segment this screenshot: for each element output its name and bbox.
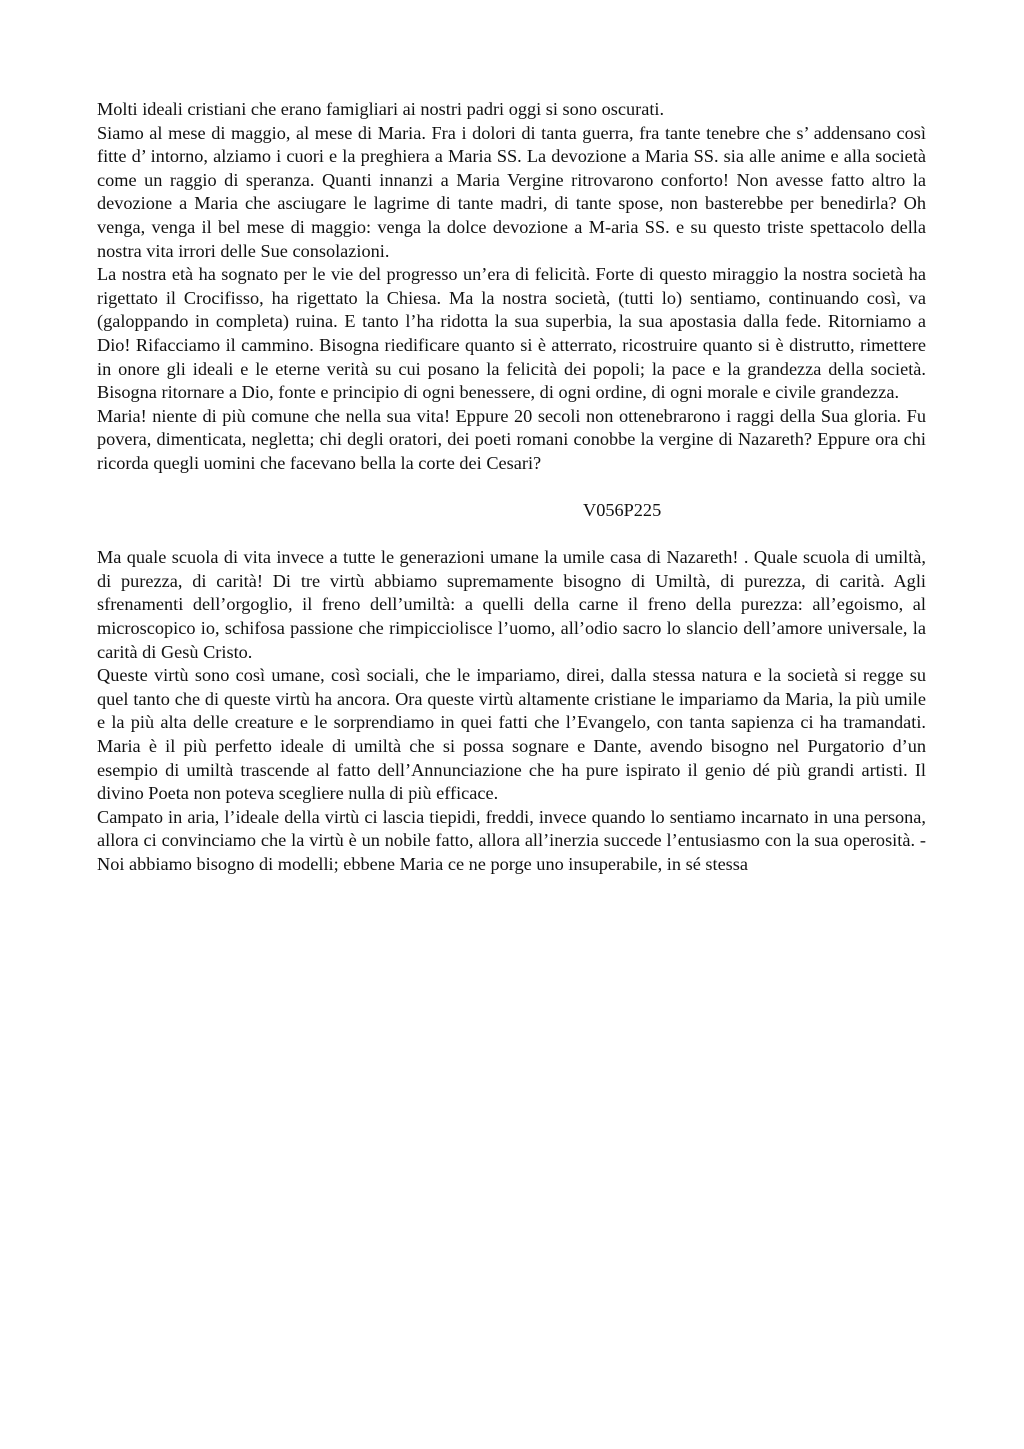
document-page [97, 98, 926, 877]
paragraph: La nostra età ha sognato per le vie del progresso un’era di felicità. Forte di questo miraggio la nostra società ha rigettato il Crocifisso, ha rigettato la Chiesa. Ma la nostra società, (tutti lo) sentiamo, continuando così, va (galoppando in completa) ruina. E tanto l’ha ridotta la sua superbia, la sua apostasia dalla fede. Ritorniamo a Dio! Rifacciamo il cammino. Bisogna riedificare quanto si è atterrato, ricostruire quanto si è distrutto, rimettere in onore gli ideali e le eterne verità su cui posano la felicità dei popoli; la pace e la grandezza della società. Bisogna ritornare a Dio, fonte e principio di ogni benessere, di ogni ordine, di ogni morale e civile grandezza. [97, 264, 926, 403]
paragraph: Molti ideali cristiani che erano famigliari ai nostri padri oggi si sono oscurati. [97, 99, 665, 119]
page-marker: V056P225 [583, 500, 662, 521]
paragraph: Campato in aria, l’ideale della virtù ci lascia tiepidi, freddi, invece quando lo sentiamo incarnato in una persona, allora ci convinciamo che la virtù è un nobile fatto, allora all’inerzia succede l’entusiasmo con la sua operosità. - Noi abbiamo bisogno di modelli; ebbene Maria ce ne porge uno insuperabile, in sé stessa [97, 806, 926, 874]
paragraph: Queste virtù sono così umane, così sociali, che le impariamo, direi, dalla stessa natura e la società si regge su quel tanto che di queste virtù ha ancora. Ora queste virtù altamente cristiane le impariamo da Maria, la più umile e la più alta delle creature e le sorprendiamo in quei fatti che l’Evangelo, con tanta sapienza ci ha tramandati. Maria è il più perfetto ideale di umiltà che si possa sognare e Dante, avendo bisogno nel Purgatorio d’un esempio di umiltà trascende al fatto dell’Annunciazione che ha pure ispirato il genio dé più grandi artisti. Il divino Poeta non poteva scegliere nulla di più efficace. [97, 665, 926, 804]
paragraph: Siamo al mese di maggio, al mese di Maria. Fra i dolori di tanta guerra, fra tante tenebre che s’ addensano così fitte d’ intorno, alziamo i cuori e la preghiera a Maria SS. La devozione a Maria SS. sia alle anime e alla società come un raggio di speranza. Quanti innanzi a Maria Vergine ritrovarono conforto! Non avesse fatto altro la devozione a Maria che asciugare le lagrime di tante madri, di tante spose, non basterebbe per benedirla? Oh venga, venga il bel mese di maggio: venga la dolce devozione a M-aria SS. e su questo triste spettacolo della nostra vita irrori delle Sue consolazioni. [97, 122, 926, 261]
paragraph: Ma quale scuola di vita invece a tutte le generazioni umane la umile casa di Nazareth! . Quale scuola di umiltà, di purezza, di carità! Di tre virtù abbiamo supremamente bisogno di Umiltà, di purezza, di carità. Agli sfrenamenti dell’orgoglio, il freno dell’umiltà: a quelli della carne il freno della purezza: all’egoismo, al microscopico io, schifosa passione che rimpicciolisce l’uomo, all’odio sacro lo slancio dell’amore universale, la carità di Gesù Cristo. [97, 547, 926, 662]
paragraph: Maria! niente di più comune che nella sua vita! Eppure 20 secoli non ottenebrarono i raggi della Sua gloria. Fu povera, dimenticata, negletta; chi degli oratori, dei poeti romani conobbe la vergine di Nazareth? Eppure ora chi ricorda quegli uomini che facevano bella la corte dei Cesari? [97, 405, 926, 473]
